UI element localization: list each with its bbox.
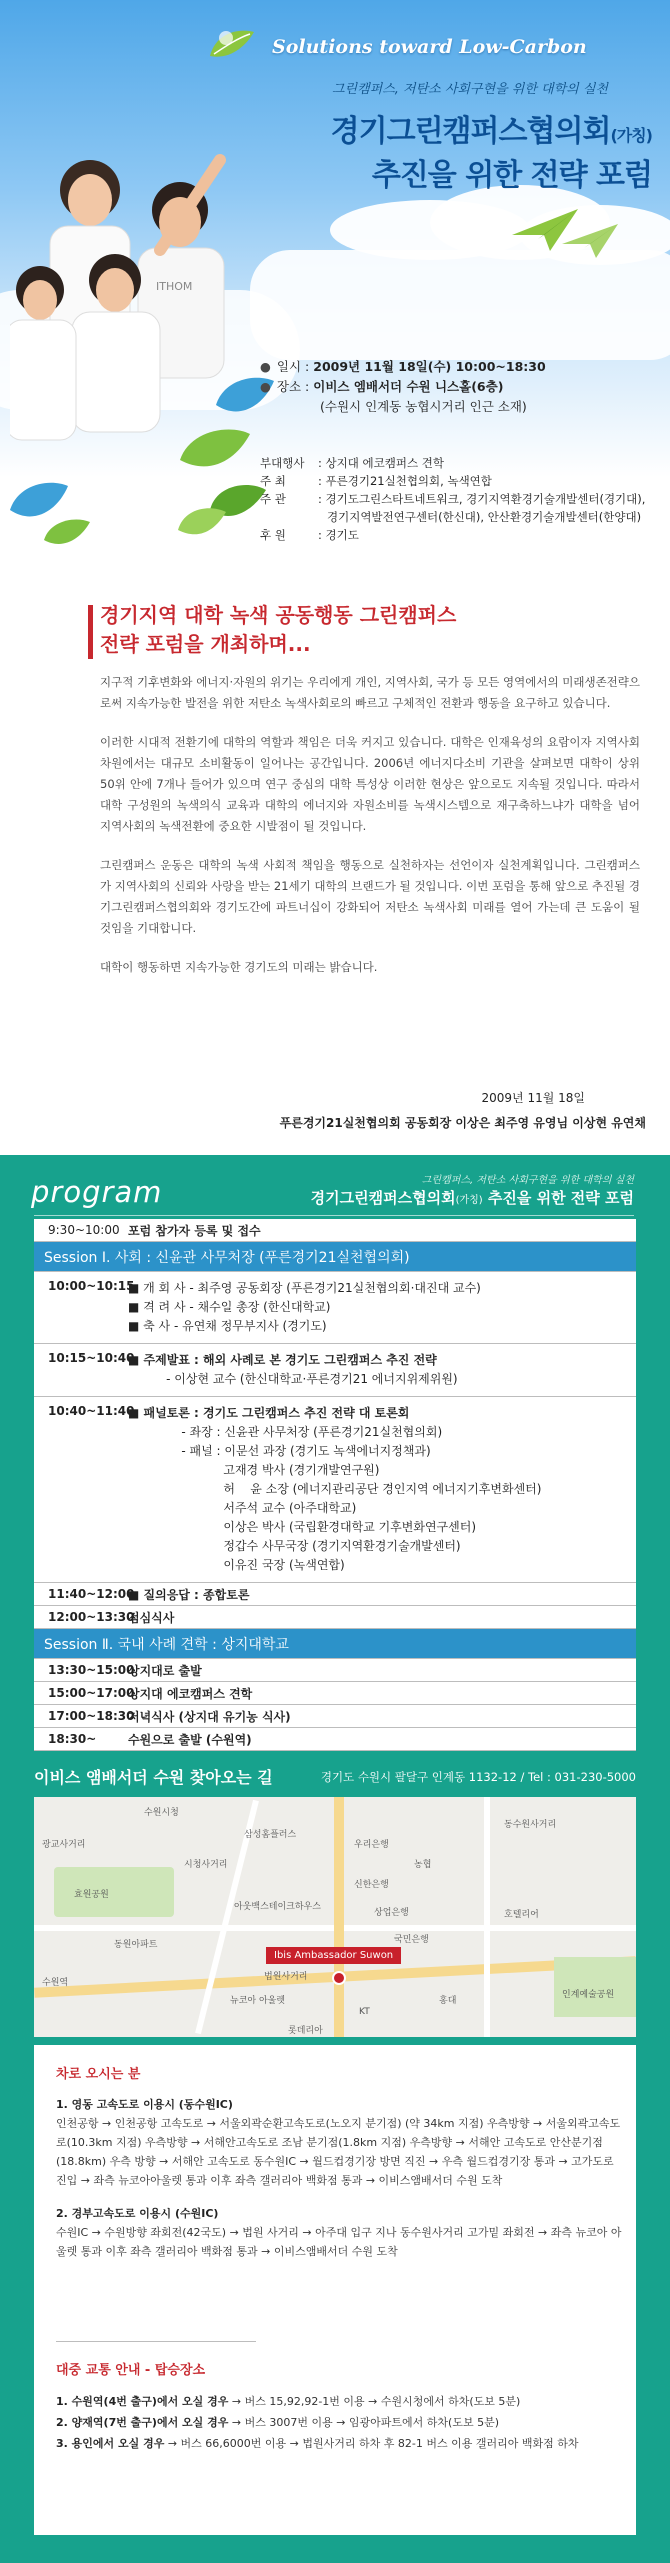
date-label: 일시: [276, 359, 302, 374]
schedule-row: [34, 1682, 636, 1705]
transit-route: → 버스 66,6000번 이용 → 법원사거리 하차 후 82-1 버스 이용 갤러리아 백화점 하차: [164, 2437, 579, 2450]
schedule-line: 서주석 교수 (아주대학교): [128, 1501, 357, 1515]
letter-body: [100, 672, 640, 996]
transit-directions: [56, 2391, 622, 2454]
schedule-block: [124, 1272, 636, 1343]
event-title-line2: 추진을 위한 전략 포럼: [371, 158, 652, 193]
map-label: 삼성홈플러스: [244, 1830, 297, 1840]
schedule-row: [34, 1728, 636, 1751]
schedule-time: 17:00~18:30: [48, 1709, 135, 1723]
session-header: [34, 1629, 636, 1659]
event-title-line1: [331, 106, 652, 150]
schedule-line: ■ 주제발표 : 해외 사례로 본 경기도 그린캠퍼스 추진 전략: [128, 1353, 437, 1367]
svg-text:ITHOM: ITHOM: [156, 280, 193, 293]
schedule-line: 이유진 국장 (녹색연합): [128, 1558, 345, 1572]
transit-route: → 버스 15,92,92-1번 이용 → 수원시청에서 하차(도보 5분): [228, 2395, 521, 2408]
place-note: (수원시 인계동 농협시거리 인근 소재): [320, 399, 527, 414]
org-key: [260, 508, 318, 526]
hero-banner: [0, 0, 670, 555]
schedule-time: 15:00~17:00: [48, 1686, 135, 1700]
schedule-time: 10:00~10:15: [48, 1279, 135, 1293]
route-title: 1. 영동 고속도로 이용시 (동수원IC): [56, 2098, 233, 2111]
schedule-row: [34, 1583, 636, 1606]
map-address: 경기도 수원시 팔달구 인계동 1132-12 / Tel : 031-230-5000: [320, 1770, 636, 1784]
org-key: 주 최: [260, 474, 286, 488]
bullet-icon: ●: [260, 379, 271, 394]
map-pin-icon: [332, 1971, 346, 1985]
program-heading: program: [31, 1175, 163, 1209]
event-title-main: 경기그린캠퍼스협의회: [330, 114, 611, 149]
org-value: : 경기도: [318, 528, 359, 542]
org-value: 경기지역발전연구센터(한신대), 안산환경기술개발센터(한양대): [327, 510, 642, 524]
transit-item: [56, 2412, 622, 2433]
schedule-line: 정갑수 사무국장 (경기지역환경기술개발센터): [128, 1539, 461, 1553]
org-value: : 상지대 에코캠퍼스 견학: [318, 456, 444, 470]
title-accent-bar: [88, 605, 93, 659]
schedule-row: [34, 1219, 636, 1242]
schedule-row: [34, 1606, 636, 1629]
transit-route: → 버스 3007번 이용 → 임광아파트에서 하차(도보 5분): [228, 2416, 499, 2429]
map-label: 인계예술공원: [562, 1990, 615, 2000]
map-label: 효원공원: [74, 1890, 109, 1900]
program-title-main: 경기그린캠퍼스협의회: [310, 1189, 456, 1207]
schedule-item: 포럼 참가자 등록 및 접수: [128, 1223, 261, 1238]
slogan: Solutions toward Low-Carbon: [272, 36, 587, 58]
paper-plane-icon: [560, 220, 620, 260]
place-label: 장소: [276, 379, 302, 394]
transit-item: [56, 2433, 622, 2454]
transit-origin: 2. 양재역(7번 출구)에서 오실 경우: [56, 2416, 229, 2429]
event-info: ● 일시 : 2009년 11월 18일(수) 10:00~18:30 ● 장소 : 이비스 엠배서더 수원 니스홀(6층) (수원시 인계동 농협시거리 인근 소재): [260, 357, 546, 417]
schedule-row: [34, 1272, 636, 1344]
location-map[interactable]: [34, 1797, 636, 2037]
map-label: KT: [359, 2007, 370, 2017]
schedule-time: 12:00~13:30: [48, 1610, 135, 1624]
program-tagline: 그린캠퍼스, 저탄소 사회구현을 위한 대학의 실천: [421, 1175, 634, 1186]
map-label: 뉴코아 아울렛: [230, 1996, 286, 2006]
letter-paragraph: 지구적 기후변화와 에너지·자원의 위기는 우리에게 개인, 지역사회, 국가 등 모든 영역에서의 미래생존전략으로써 지속가능한 발전을 위한 저탄소 녹색사회로의 빠르고 구체적인 전환과 행동을 요구하고 있습니다.: [100, 675, 640, 710]
schedule-line: - 이상현 교수 (한신대학교·푸른경기21 에너지위제위원): [128, 1372, 458, 1386]
directions-panel: [34, 2045, 636, 2535]
map-label: 동수원사거리: [504, 1820, 557, 1830]
route-text: 수원IC → 수원방향 좌회전(42국도) → 법원 사거리 → 아주대 입구 지나 동수원사거리 고가밑 좌회전 → 좌측 뉴코아 아울렛 통과 이후 좌측 갤러리아 백화점 통과 → 이비스앰배서더 수원 도착: [56, 2226, 622, 2258]
letter-title-line2: 전략 포럼을 개최하며...: [100, 632, 311, 656]
schedule-time: 18:30~: [48, 1732, 97, 1746]
schedule-line: 고재경 박사 (경기개발연구원): [128, 1463, 380, 1477]
map-label: 법원사거리: [264, 1972, 308, 1982]
hotel-marker[interactable]: Ibis Ambassador Suwon: [266, 1947, 401, 1964]
map-label: 우리은행: [354, 1840, 389, 1850]
program-section: [0, 1155, 670, 2563]
organizer-info: [260, 454, 645, 544]
letter-date: 2009년 11월 18일: [481, 1091, 585, 1105]
route-text: 인천공항 → 인천공항 고속도로 → 서울외곽순환고속도로(노오지 분기점) (약 34km 지점) 우측방향 → 서울외곽고속도로(10.3km 지점) 우측방향 → 서해안고속도로 조남 분기점(1.8km 지점) 우측방향 → 서해안 고속도로 안산분기점(18.8km) 우측 방향 → 서해안 고속도로 동수원IC → 월드컵경기장 방면 직진 → 우측 월드컵경기장 통과 → 고가도로 진입 → 좌측 뉴코아아울렛 통과 이후 좌측 갤러리아 백화점 통과 → 이비스앰배서더 수원 도착: [56, 2117, 621, 2187]
schedule-block: [124, 1344, 636, 1396]
map-header: [34, 1765, 636, 1789]
divider: [56, 2341, 256, 2342]
session-title: Session Ⅱ. 국내 사례 견학 : 상지대학교: [44, 1636, 289, 1653]
leaves-left-icon: [4, 470, 94, 555]
letter-paragraph: 이러한 시대적 전환기에 대학의 역할과 책임은 더욱 커지고 있습니다. 대학은 인재육성의 요람이자 지역사회 차원에서는 대규모 소비활동이 일어나는 공간입니다. 2006년 에너지다소비 기관을 살펴보면 대학이 상위 50위 안에 7개나 들어가 있으며 연구 중심의 대학 특성상 이러한 현상은 앞으로도 지속될 것입니다. 따라서 대학 구성원의 녹색의식 교육과 대학의 에너지와 자원소비를 녹색시스템으로 재구축하느냐가 대학을 넘어 지역사회의 녹색전환에 중요한 시발점이 될 것입니다.: [100, 735, 640, 833]
schedule-line: ■ 축 사 - 유연채 정무부지사 (경기도): [128, 1319, 327, 1333]
schedule-time: 10:15~10:40: [48, 1351, 135, 1365]
opening-letter: [0, 555, 670, 1155]
letter-paragraph: 그린캠퍼스 운동은 대학의 녹색 사회적 책임을 행동으로 실천하자는 선언이자 실천계획입니다. 그린캠퍼스가 지역사회의 신뢰와 사랑을 받는 21세기 대학의 브랜드가 될 것입니다. 이번 포럼을 통해 앞으로 추진될 경기그린캠퍼스협의회와 경기도간에 파트너십이 강화되어 저탄소 녹색사회 미래를 열어 가는데 큰 도움이 될 것임을 기대합니다.: [100, 858, 640, 935]
car-heading: 차로 오시는 분: [56, 2067, 141, 2082]
letter-title: [100, 601, 456, 659]
program-title-rest: 추진을 위한 전략 포럼: [482, 1189, 634, 1207]
map-label: 아웃백스테이크하우스: [234, 1902, 321, 1912]
program-title-suffix: (가칭): [455, 1195, 483, 1206]
map-label: 국민은행: [394, 1935, 429, 1945]
map-label: 롯데리아: [288, 2026, 323, 2036]
bullet-icon: ●: [260, 359, 271, 374]
org-key: 부대행사: [260, 456, 305, 470]
schedule-item: 상지대 에코캠퍼스 견학: [128, 1686, 253, 1701]
map-label: 농협: [414, 1860, 432, 1870]
schedule-line: 이상은 박사 (국립환경대학교 기후변화연구센터): [128, 1520, 477, 1534]
schedule-time: 9:30~10:00: [48, 1223, 120, 1237]
schedule-time: 13:30~15:00: [48, 1663, 135, 1677]
map-label: 동원아파트: [114, 1940, 158, 1950]
schedule-row: [34, 1659, 636, 1682]
letter-title-line1: 경기지역 대학 녹색 공동행동 그린캠퍼스: [100, 603, 457, 627]
schedule-row: [34, 1705, 636, 1728]
schedule-item: 점심식사: [128, 1610, 175, 1625]
schedule-item: 상지대로 출발: [128, 1663, 202, 1678]
schedule-line: 허 윤 소장 (에너지관리공단 경인지역 에너지기후변화센터): [128, 1482, 542, 1496]
transit-item: [56, 2391, 622, 2412]
transit-origin: 1. 수원역(4번 출구)에서 오실 경우: [56, 2395, 229, 2408]
sub-slogan: 그린캠퍼스, 저탄소 사회구현을 위한 대학의 실천: [332, 82, 608, 97]
schedule-item: 수원으로 출발 (수원역): [128, 1732, 252, 1747]
map-label: 상업은행: [374, 1908, 409, 1918]
leaf-logo-icon: [206, 26, 258, 64]
car-directions: [56, 2095, 622, 2261]
schedule-line: ■ 패널토론 : 경기도 그린캠퍼스 추진 전략 대 토론회: [128, 1406, 410, 1420]
schedule-line: ■ 격 려 사 - 채수일 총장 (한신대학교): [128, 1300, 331, 1314]
schedule-line: ■ 개 회 사 - 최주영 공동회장 (푸른경기21실천협의회·대진대 교수): [128, 1281, 481, 1295]
org-value: : 푸른경기21실천협의회, 녹색연합: [318, 474, 492, 488]
divider: [34, 1215, 634, 1216]
schedule-row: [34, 1397, 636, 1583]
org-key: 주 관: [260, 492, 286, 506]
schedule-item: ■ 질의응답 : 종합토론: [128, 1587, 250, 1602]
program-title: [311, 1187, 634, 1208]
map-label: 신한은행: [354, 1880, 389, 1890]
route-title: 2. 경부고속도로 이용시 (수원IC): [56, 2207, 219, 2220]
schedule-line: - 패널 : 이문선 과장 (경기도 녹색에너지정책과): [128, 1444, 431, 1458]
map-label: 홍대: [439, 1996, 457, 2006]
schedule-time: 10:40~11:40: [48, 1404, 135, 1418]
event-title-suffix: (가칭): [610, 126, 652, 145]
session-title: Session Ⅰ. 사회 : 신윤관 사무처장 (푸른경기21실천협의회): [44, 1249, 410, 1266]
schedule-time: 11:40~12:00: [48, 1587, 135, 1601]
schedule-block: [124, 1397, 636, 1582]
map-label: 수원시청: [144, 1808, 179, 1818]
transit-heading: 대중 교통 안내 - 탑승장소: [56, 2363, 206, 2378]
program-header: [0, 1155, 670, 1213]
transit-origin: 3. 용인에서 오실 경우: [56, 2437, 165, 2450]
org-key: 후 원: [260, 528, 286, 542]
map-label: 광교사거리: [42, 1840, 86, 1850]
map-label: 시청사거리: [184, 1860, 228, 1870]
place-value: 이비스 엠배서더 수원 니스홀(6층): [313, 379, 504, 394]
letter-signers: 푸른경기21실천협의회 공동회장 이상은 최주영 유영님 이상현 유연채: [279, 1116, 646, 1130]
schedule-table: [34, 1219, 636, 1751]
map-label: 호텔리어: [504, 1910, 539, 1920]
schedule-row: [34, 1344, 636, 1397]
date-value: 2009년 11월 18일(수) 10:00~18:30: [313, 359, 546, 374]
map-title: 이비스 앰배서더 수원 찾아오는 길: [34, 1768, 273, 1787]
schedule-line: - 좌장 : 신윤관 사무처장 (푸른경기21실천협의회): [128, 1425, 443, 1439]
map-label: 수원역: [42, 1978, 69, 1988]
letter-paragraph: 대학이 행동하면 지속가능한 경기도의 미래는 밝습니다.: [100, 960, 378, 974]
session-header: [34, 1242, 636, 1272]
org-value: : 경기도그린스타트네트워크, 경기지역환경기술개발센터(경기대),: [318, 492, 646, 506]
schedule-item: 저녁식사 (상지대 유기농 식사): [128, 1709, 291, 1724]
